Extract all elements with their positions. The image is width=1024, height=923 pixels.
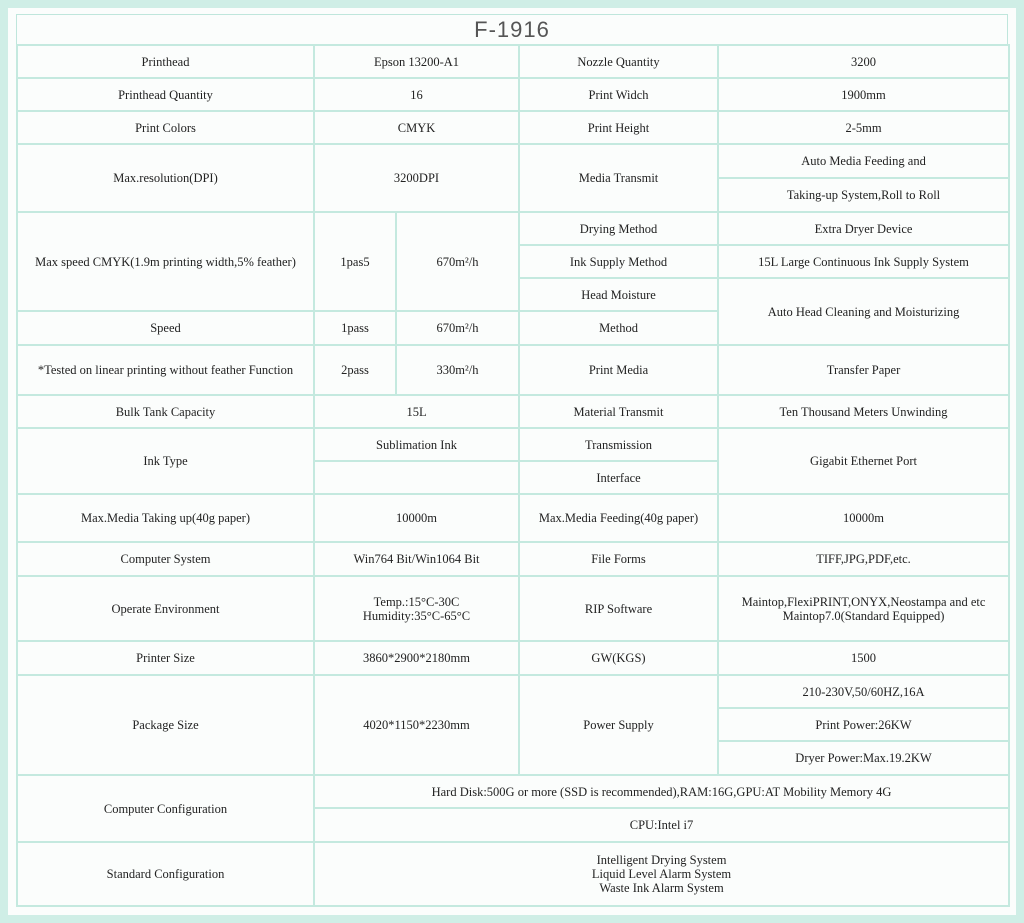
table-row (17, 345, 1009, 395)
spec-label: Print Height (519, 111, 718, 144)
table-row (17, 78, 1009, 111)
spec-value: 670m²/h (396, 311, 519, 345)
spec-value: Maintop,FlexiPRINT,ONYX,Neostampa and etc Maintop7.0(Standard Equipped) (718, 576, 1009, 641)
spec-label: Print Colors (17, 111, 314, 144)
spec-value: Extra Dryer Device (718, 212, 1009, 245)
spec-label: Interface (519, 461, 718, 494)
spec-label: Printhead Quantity (17, 78, 314, 111)
spec-mode: 1pas5 (314, 212, 396, 311)
page-title: F-1916 (16, 14, 1008, 44)
spec-value: 4020*1150*2230mm (314, 675, 519, 775)
spec-label: Speed (17, 311, 314, 345)
spec-value: Epson 13200-A1 (314, 45, 519, 78)
spec-label: GW(KGS) (519, 641, 718, 675)
spec-value: 1500 (718, 641, 1009, 675)
spec-value: 210-230V,50/60HZ,16A (718, 675, 1009, 708)
spec-label: Package Size (17, 675, 314, 775)
spec-value: Print Power:26KW (718, 708, 1009, 741)
spec-label: Material Transmit (519, 395, 718, 428)
spec-label: Method (519, 311, 718, 345)
spec-value: Auto Head Cleaning and Moisturizing (718, 278, 1009, 345)
spec-value: TIFF,JPG,PDF,etc. (718, 542, 1009, 576)
spec-label: RIP Software (519, 576, 718, 641)
spec-value: Auto Media Feeding and (718, 144, 1009, 178)
spec-value: 3860*2900*2180mm (314, 641, 519, 675)
spec-value: 10000m (314, 494, 519, 542)
spec-value: 15L (314, 395, 519, 428)
spec-value: Ten Thousand Meters Unwinding (718, 395, 1009, 428)
table-row (17, 428, 1009, 461)
spec-label: Nozzle Quantity (519, 45, 718, 78)
spec-value: Hard Disk:500G or more (SSD is recommended),RAM:16G,GPU:AT Mobility Memory 4G (314, 775, 1009, 808)
spec-value: 15L Large Continuous Ink Supply System (718, 245, 1009, 278)
spec-value: Sublimation Ink (314, 428, 519, 461)
spec-label: File Forms (519, 542, 718, 576)
spec-label: Head Moisture (519, 278, 718, 311)
spec-value: 3200 (718, 45, 1009, 78)
table-row (17, 542, 1009, 576)
table-row (17, 212, 1009, 245)
spec-mode: 1pass (314, 311, 396, 345)
table-row (17, 675, 1009, 708)
spec-value: Win764 Bit/Win1064 Bit (314, 542, 519, 576)
spec-value: 3200DPI (314, 144, 519, 212)
spec-label: Bulk Tank Capacity (17, 395, 314, 428)
table-row (17, 494, 1009, 542)
spec-table (16, 44, 1010, 907)
table-row (17, 842, 1009, 906)
spec-label: Printer Size (17, 641, 314, 675)
spec-label: Print Media (519, 345, 718, 395)
spec-value: 670m²/h (396, 212, 519, 311)
spec-label: Max.Media Feeding(40g paper) (519, 494, 718, 542)
spec-value: Gigabit Ethernet Port (718, 428, 1009, 494)
spec-label: Max.resolution(DPI) (17, 144, 314, 212)
spec-value: 10000m (718, 494, 1009, 542)
spec-value: Taking-up System,Roll to Roll (718, 178, 1009, 212)
spec-value: 330m²/h (396, 345, 519, 395)
spec-value: Intelligent Drying System Liquid Level Alarm System Waste Ink Alarm System (314, 842, 1009, 906)
spec-label: Media Transmit (519, 144, 718, 212)
spec-value: Transfer Paper (718, 345, 1009, 395)
spec-label: Power Supply (519, 675, 718, 775)
spec-label: Operate Environment (17, 576, 314, 641)
spec-value: Temp.:15°C-30C Humidity:35°C-65°C (314, 576, 519, 641)
spec-value: CMYK (314, 111, 519, 144)
spec-value: CPU:Intel i7 (314, 808, 1009, 842)
spec-label: *Tested on linear printing without feather Function (17, 345, 314, 395)
spec-label: Transmission (519, 428, 718, 461)
table-row (17, 144, 1009, 178)
spec-value: Dryer Power:Max.19.2KW (718, 741, 1009, 775)
spec-label: Standard Configuration (17, 842, 314, 906)
table-row (17, 111, 1009, 144)
spec-mode: 2pass (314, 345, 396, 395)
spec-label: Max speed CMYK(1.9m printing width,5% feather) (17, 212, 314, 311)
spec-label: Computer System (17, 542, 314, 576)
table-row (17, 775, 1009, 808)
spec-value: 2-5mm (718, 111, 1009, 144)
spec-label: Printhead (17, 45, 314, 78)
spec-label: Computer Configuration (17, 775, 314, 842)
spec-label: Ink Supply Method (519, 245, 718, 278)
empty-cell (314, 461, 519, 494)
table-row (17, 576, 1009, 641)
table-row (17, 395, 1009, 428)
table-row (17, 641, 1009, 675)
spec-value: 1900mm (718, 78, 1009, 111)
spec-label: Print Widch (519, 78, 718, 111)
spec-label: Max.Media Taking up(40g paper) (17, 494, 314, 542)
table-row (17, 45, 1009, 78)
spec-label: Drying Method (519, 212, 718, 245)
spec-value: 16 (314, 78, 519, 111)
spec-label: Ink Type (17, 428, 314, 494)
